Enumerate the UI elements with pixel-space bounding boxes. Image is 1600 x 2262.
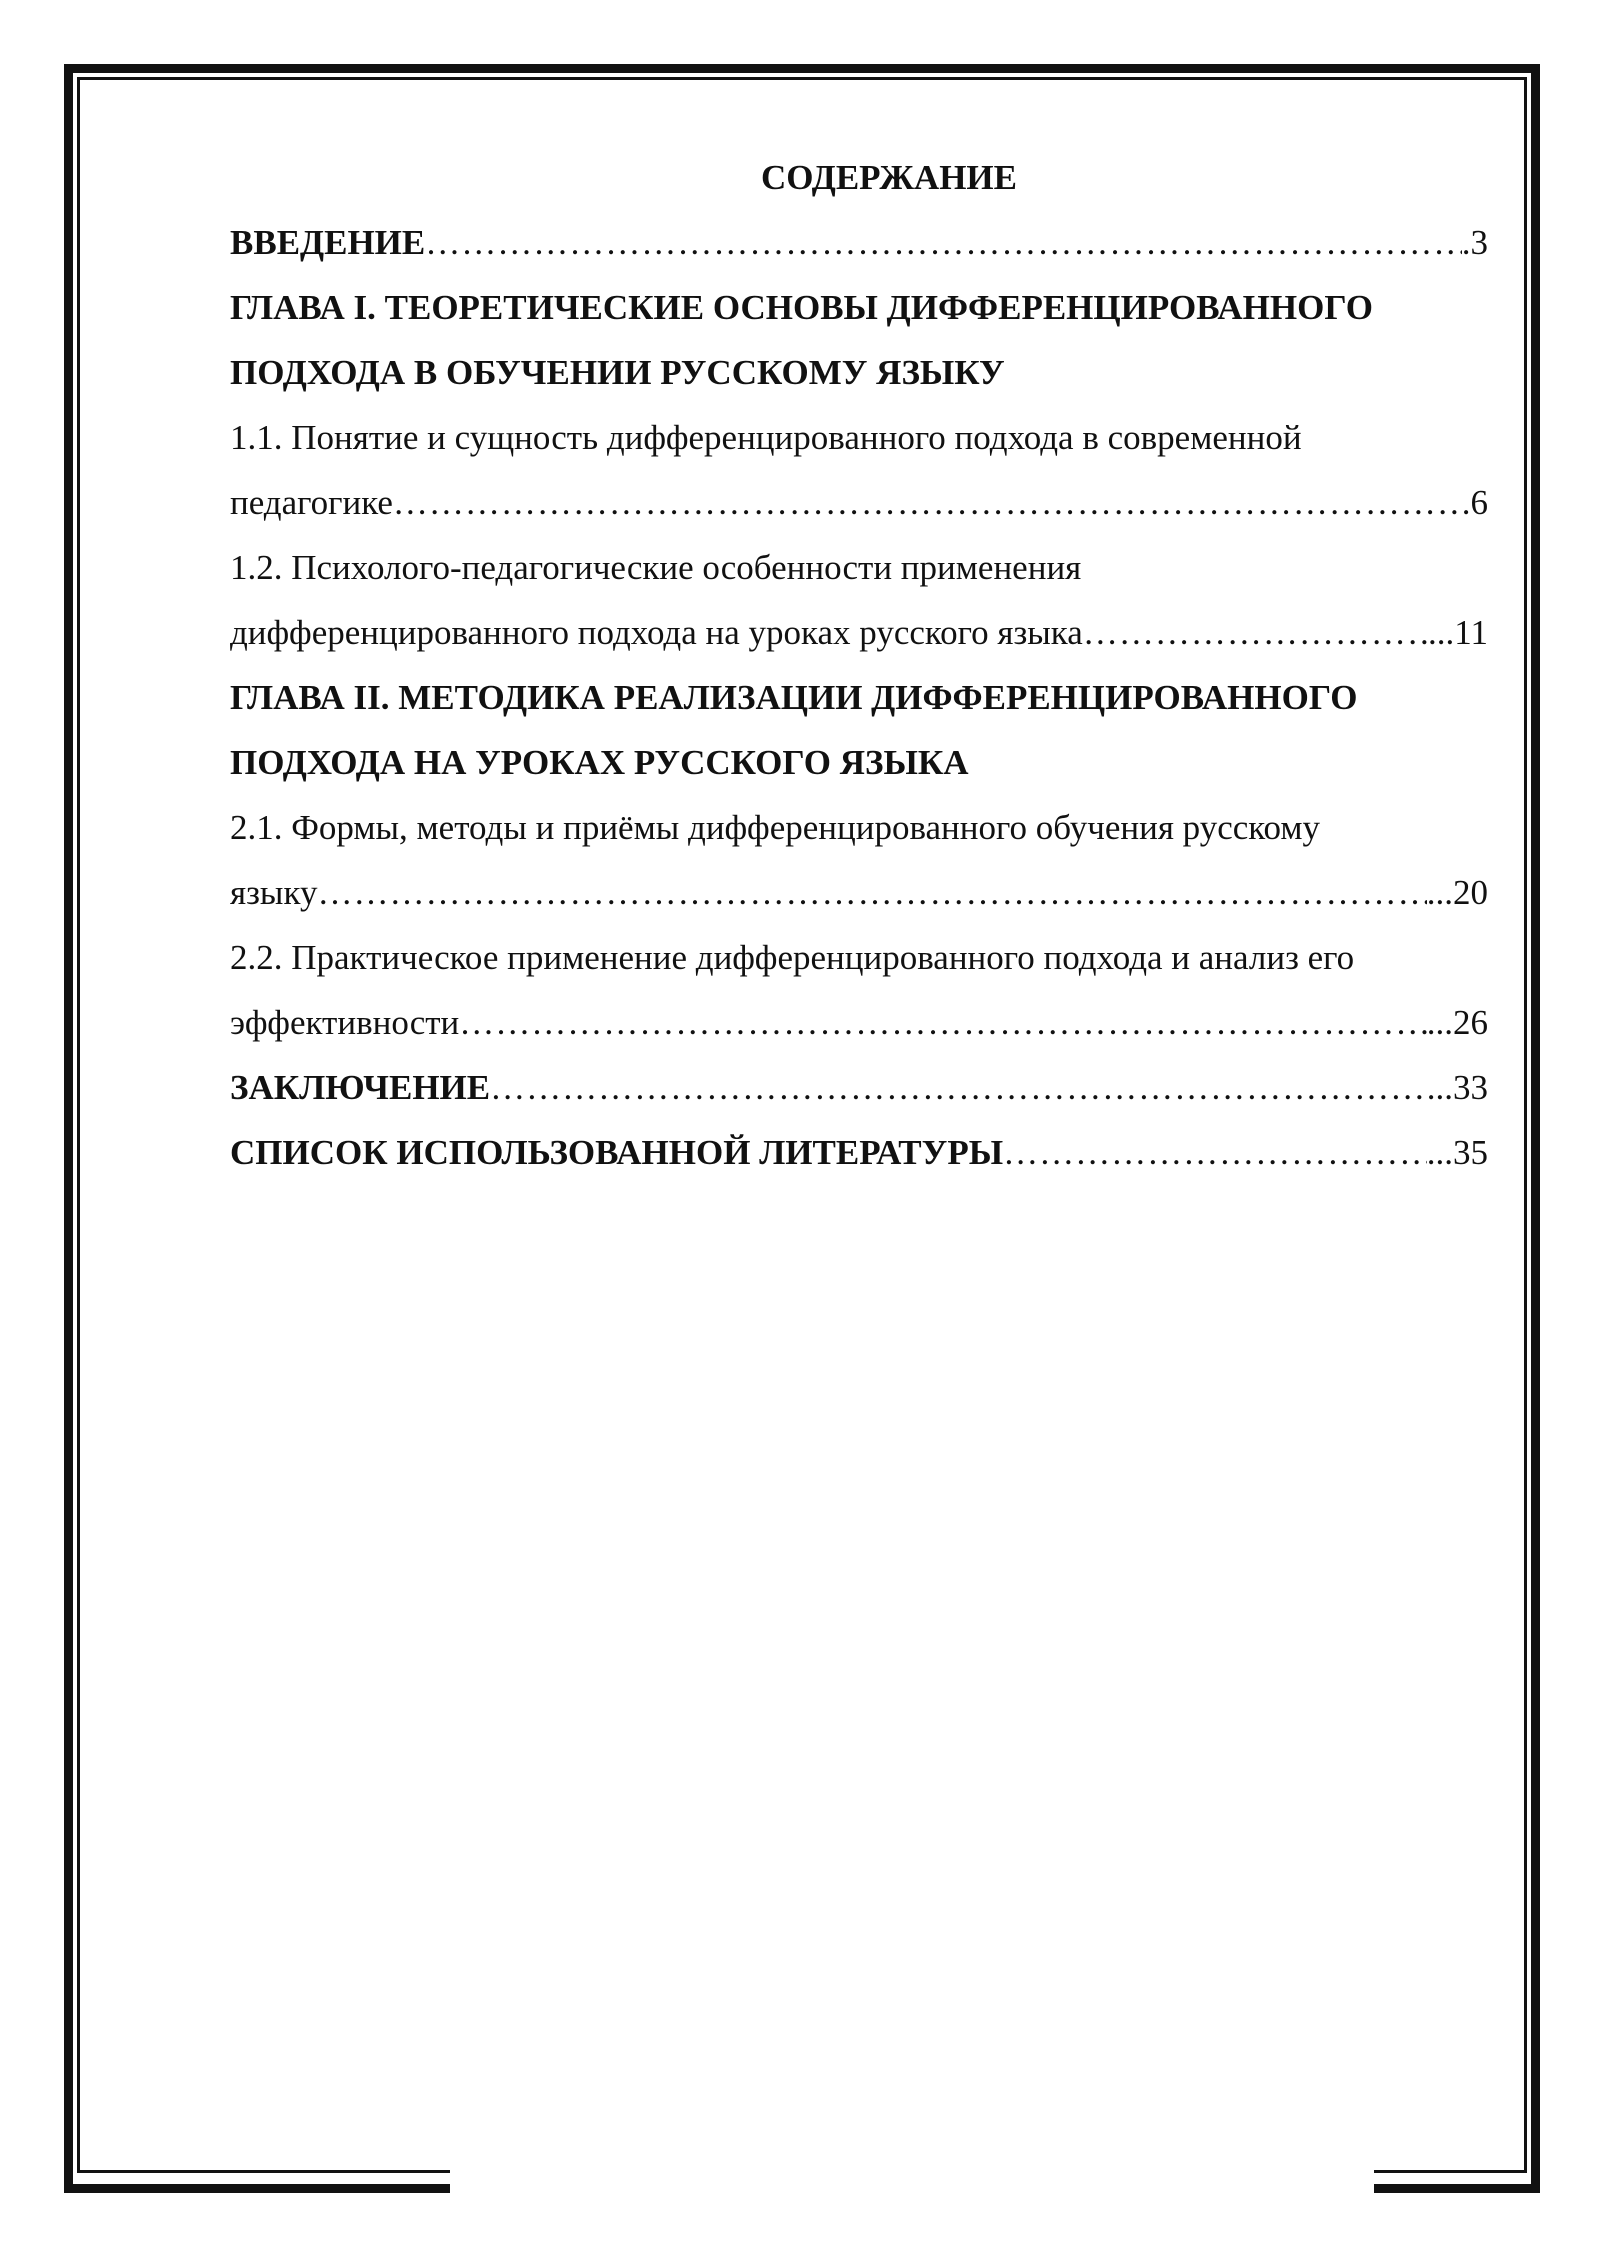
- toc-entry-label: языку: [230, 873, 318, 912]
- frame-bottom-left-outer: [64, 2184, 450, 2193]
- toc-page-number: ...35: [1426, 1133, 1488, 1172]
- frame-bottom-right-outer: [1374, 2184, 1540, 2193]
- toc-entry-label: ЗАКЛЮЧЕНИЕ: [230, 1068, 491, 1107]
- table-of-contents: [230, 145, 1488, 1185]
- toc-entry-label: ВВЕДЕНИЕ: [230, 223, 426, 262]
- toc-leader-dots: [425, 210, 1461, 275]
- toc-entry-label: дифференцированного подхода на уроках русского языка: [230, 613, 1083, 652]
- toc-entry-section-1-2: [230, 600, 1488, 665]
- toc-entry-conclusion: [230, 1055, 1488, 1120]
- toc-section-2-1-line1: 2.1. Формы, методы и приёмы дифференцированного обучения русскому: [230, 808, 1320, 847]
- toc-entry-label: педагогике: [230, 483, 393, 522]
- toc-entry-section-2-1: [230, 860, 1488, 925]
- toc-entry-section-1-1: [230, 470, 1488, 535]
- toc-entry-references: [230, 1120, 1488, 1185]
- toc-leader-dots: [393, 470, 1471, 535]
- toc-entry-label: СПИСОК ИСПОЛЬЗОВАННОЙ ЛИТЕРАТУРЫ: [230, 1133, 1004, 1172]
- toc-leader-dots: [1003, 1120, 1427, 1185]
- toc-section-1-2-line1: 1.2. Психолого-педагогические особенности применения: [230, 548, 1082, 587]
- frame-bottom-left-inner: [77, 2170, 450, 2173]
- toc-page-number: .3: [1461, 223, 1488, 262]
- toc-leader-dots: [459, 990, 1426, 1055]
- toc-leader-dots: [1083, 600, 1428, 665]
- toc-leader-dots: [317, 860, 1426, 925]
- toc-title: СОДЕРЖАНИЕ: [760, 158, 1017, 197]
- toc-entry-section-2-2: [230, 990, 1488, 1055]
- toc-page-number: ...20: [1426, 873, 1488, 912]
- toc-chapter1-line2: ПОДХОДА В ОБУЧЕНИИ РУССКОМУ ЯЗЫКУ: [230, 353, 1005, 392]
- toc-page-number: ...11: [1428, 613, 1488, 652]
- toc-entry-intro: [230, 210, 1488, 275]
- toc-section-1-1-line1: 1.1. Понятие и сущность дифференцированного подхода в современной: [230, 418, 1302, 457]
- toc-entry-label: эффективности: [230, 1003, 460, 1042]
- frame-bottom-right-inner: [1374, 2170, 1527, 2173]
- toc-chapter2-line2: ПОДХОДА НА УРОКАХ РУССКОГО ЯЗЫКА: [230, 743, 969, 782]
- toc-page-number: ...33: [1426, 1068, 1488, 1107]
- toc-page-number: 6: [1470, 483, 1488, 522]
- toc-chapter1-line1: ГЛАВА I. ТЕОРЕТИЧЕСКИЕ ОСНОВЫ ДИФФЕРЕНЦИРОВАННОГО: [230, 288, 1373, 327]
- toc-section-2-2-line1: 2.2. Практическое применение дифференцированного подхода и анализ его: [230, 938, 1355, 977]
- toc-page-number: ...26: [1426, 1003, 1488, 1042]
- toc-chapter2-line1: ГЛАВА II. МЕТОДИКА РЕАЛИЗАЦИИ ДИФФЕРЕНЦИРОВАННОГО: [230, 678, 1358, 717]
- toc-leader-dots: [490, 1055, 1427, 1120]
